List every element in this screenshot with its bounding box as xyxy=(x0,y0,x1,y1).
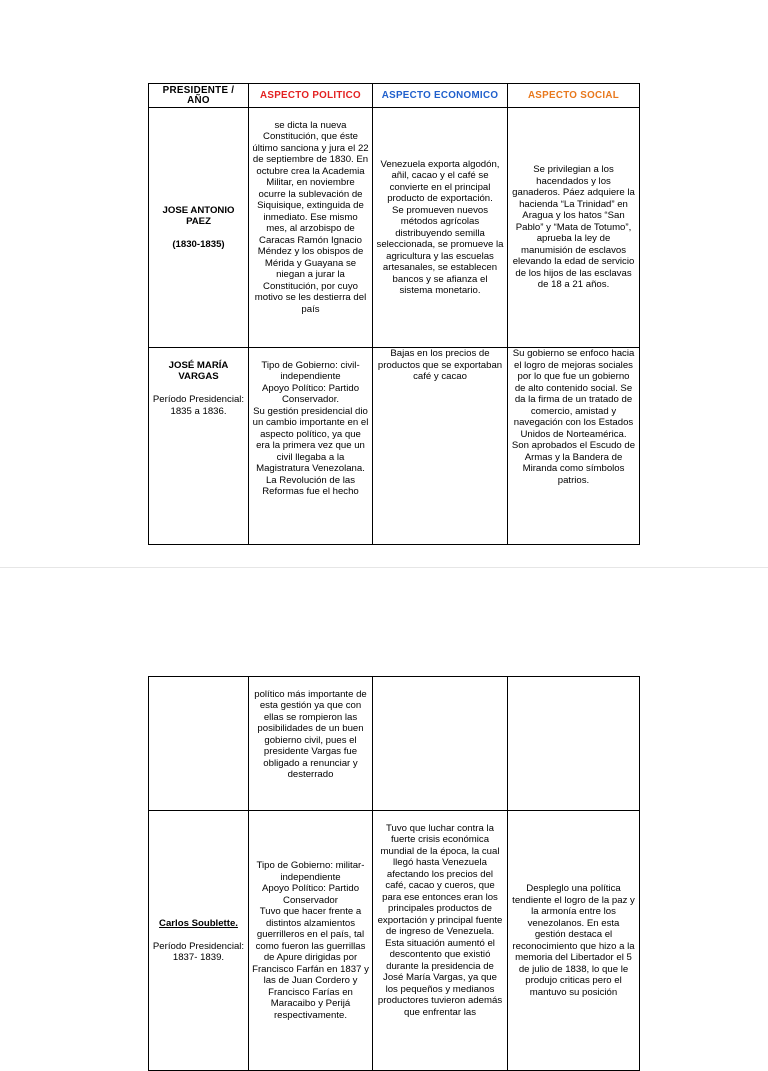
politico-cell: Tipo de Gobierno: militar-independiente Apoyo Político: Partido Conservador Tuvo que hacer frente a distintos alzamientos guerrilleros en el país, tal como fueron las guerrillas de Apure dirigidas por Francisco Farfán en 1837 y las de Juan Cordero y Francisco Farías en Maracaibo y Perijá respectivamente. xyxy=(249,811,373,1071)
social-cell xyxy=(508,677,640,811)
politico-cell xyxy=(249,677,373,811)
economico-text: Tuvo que luchar contra la fuerte crisis económica mundial de la época, la cual llegó hasta Venezuela afectando los precios del café, cacao y cueros, que para ese entonces eran los principales productos de exportación y principal fuente de ingreso de Venezuela. Esta situación aumentó el descontento que existió durante la presidencia de José María Vargas, ya que los pequeños y medianos productores tuvieron además que enfrentar las xyxy=(377,822,503,1018)
header-aspecto-social: ASPECTO SOCIAL xyxy=(508,84,640,108)
table-row xyxy=(149,677,640,811)
president-name: Carlos Soublette. xyxy=(159,917,238,929)
politico-text: Tipo de Gobierno: civil-independiente Apoyo Político: Partido Conservador. Su gestión presidencial dio un cambio importante en el aspecto político, ya que era la primera vez que un civil llegaba a la Magistratura Venezolana. La Revolución de las Reformas fue el hecho xyxy=(252,359,369,497)
economico-cell xyxy=(373,811,508,1071)
social-cell: Se privilegian a los hacendados y los ganaderos. Páez adquiere la hacienda “La Trinidad” en Aragua y los hatos “San Pablo” y “Mata de Totumo”, aprueba la ley de manumisión de esclavos elevando la edad de servicio de los hijos de las esclavas de 18 a 21 años. xyxy=(508,108,640,348)
politico-text: político más importante de esta gestión ya que con ellas se rompieron las posibilidades de un buen gobierno civil, pues el presidente Vargas fue obligado a renunciar y desterrado xyxy=(254,688,367,780)
president-period: Período Presidencial: 1835 a 1836. xyxy=(152,394,245,417)
header-aspecto-economico: ASPECTO ECONOMICO xyxy=(373,84,508,108)
president-cell xyxy=(149,108,249,348)
economico-cell: Bajas en los precios de productos que se exportaban café y cacao xyxy=(373,348,508,545)
page-break-line xyxy=(0,567,768,568)
politico-text: se dicta la nueva Constitución, que éste último sanciona y jura el 22 de septiembre de 1830. En octubre crea la Academia Militar, en noviembre ocurre la sublevación de Siquisique, extinguida de inmediato. Ese mismo mes, al arzobispo de Caracas Ramón Ignacio Méndez y los obispos de Mérida y Guayana se niegan a jurar la Constitución, por cuyo motivo se les destierra del país xyxy=(252,119,369,315)
economico-cell: Venezuela exporta algodón, añil, cacao y el café se convierte en el principal producto de exportación. Se promueven nuevos métodos agrícolas distribuyendo semilla seleccionada, se promueve la agricultura y las escuelas artesanales, se establecen bancos y se afianza el sistema monetario. xyxy=(373,108,508,348)
president-cell xyxy=(149,348,249,545)
social-cell: Su gobierno se enfoco hacia el logro de mejoras sociales por lo que fue un gobierno de alto contenido social. Se da la firma de un tratado de comercio, amistad y navegación con los Estados Unidos de Norteamérica. Son aprobados el Escudo de Armas y la Bandera de Miranda como símbolos patrios. xyxy=(508,348,640,545)
economico-cell xyxy=(373,677,508,811)
president-name: JOSE ANTONIO PAEZ xyxy=(162,204,235,227)
politico-cell xyxy=(249,348,373,545)
presidents-table-page-1 xyxy=(148,83,640,545)
table-row xyxy=(149,811,640,1071)
president-period: (1830-1835) xyxy=(172,239,225,250)
header-presidente: PRESIDENTE / AÑO xyxy=(149,84,249,108)
table-row xyxy=(149,348,640,545)
president-cell xyxy=(149,677,249,811)
header-aspecto-politico: ASPECTO POLITICO xyxy=(249,84,373,108)
politico-cell xyxy=(249,108,373,348)
table-row xyxy=(149,108,640,348)
president-name: JOSÉ MARÍA VARGAS xyxy=(168,359,229,382)
presidents-table-page-2 xyxy=(148,676,640,1071)
social-cell: Despleglo una política tendiente el logro de la paz y la armonía entre los venezolanos. En esta gestión destaca el reconocimiento que hizo a la memoria del Libertador el 5 de julio de 1838, lo que le produjo criticas pero el mantuvo su posición xyxy=(508,811,640,1071)
president-cell xyxy=(149,811,249,1071)
president-period: Período Presidencial: 1837- 1839. xyxy=(152,940,245,963)
